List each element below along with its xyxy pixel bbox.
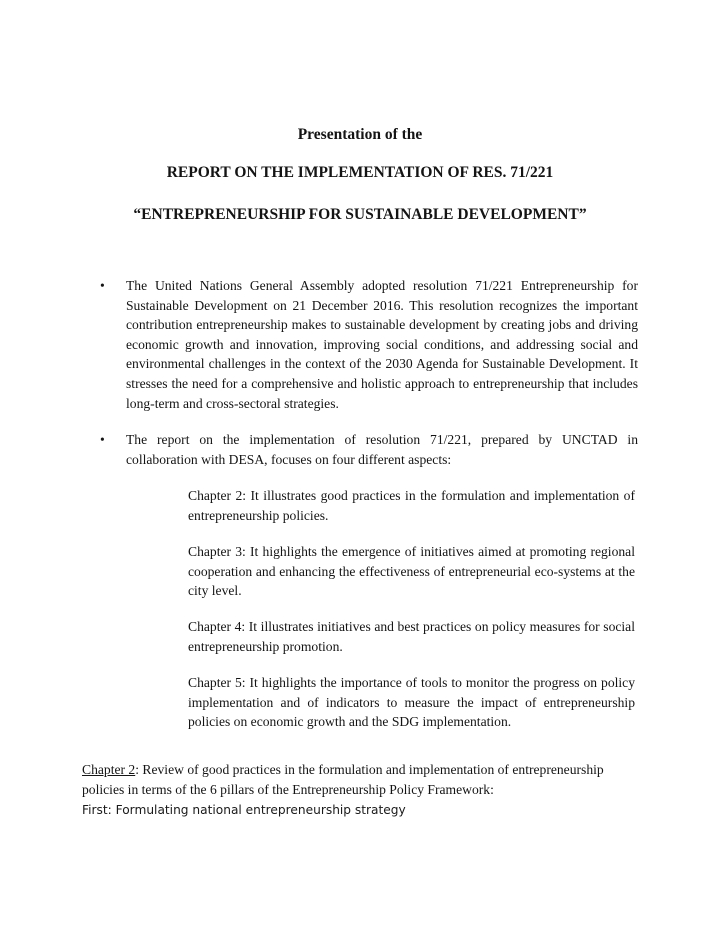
bullet-item	[100, 276, 638, 413]
bullet-icon: •	[100, 278, 105, 293]
first-pillar-heading: First: Formulating national entrepreneurship strategy	[82, 803, 406, 817]
report-title: REPORT ON THE IMPLEMENTATION OF RES. 71/221	[166, 164, 554, 181]
bullet-text: The report on the implementation of resolution 71/221, prepared by UNCTAD in collaboration with DESA, focuses on four different aspects:	[126, 432, 638, 467]
presentation-heading: Presentation of the	[297, 126, 423, 143]
chapter-2-label: Chapter 2	[82, 762, 136, 777]
chapter-2-review-paragraph	[82, 760, 638, 799]
chapter-2-review-text: : Review of good practices in the formulation and implementation of entrepreneurship policies in terms of the 6 pillars of the Entrepreneurship Policy Framework:	[82, 762, 604, 797]
bullet-icon: •	[100, 432, 105, 447]
report-subtitle: “ENTREPRENEURSHIP FOR SUSTAINABLE DEVELOPMENT”	[133, 206, 587, 223]
bullet-item	[100, 430, 638, 469]
chapter-5-summary: Chapter 5: It highlights the importance of tools to monitor the progress on policy implementation and of indicators to measure the impact of entrepreneurship policies on economic growth and the SDG implementation.	[188, 675, 635, 730]
bullet-text: The United Nations General Assembly adopted resolution 71/221 Entrepreneurship for Sustainable Development on 21 December 2016. This resolution recognizes the important contribution entrepreneurship makes to sustainable development by creating jobs and driving economic growth and innovation, improving social conditions, and addressing social and environmental challenges in the context of the 2030 Agenda for Sustainable Development. It stresses the need for a comprehensive and holistic approach to entrepreneurship that includes long-term and cross-sectoral strategies.	[126, 278, 638, 411]
chapter-3-summary: Chapter 3: It highlights the emergence of initiatives aimed at promoting regional cooperation and enhancing the effectiveness of entrepreneurial eco-systems at the city level.	[188, 544, 635, 599]
chapter-2-summary: Chapter 2: It illustrates good practices in the formulation and implementation of entrepreneurship policies.	[188, 488, 635, 523]
chapter-4-summary: Chapter 4: It illustrates initiatives and best practices on policy measures for social entrepreneurship promotion.	[188, 619, 635, 654]
